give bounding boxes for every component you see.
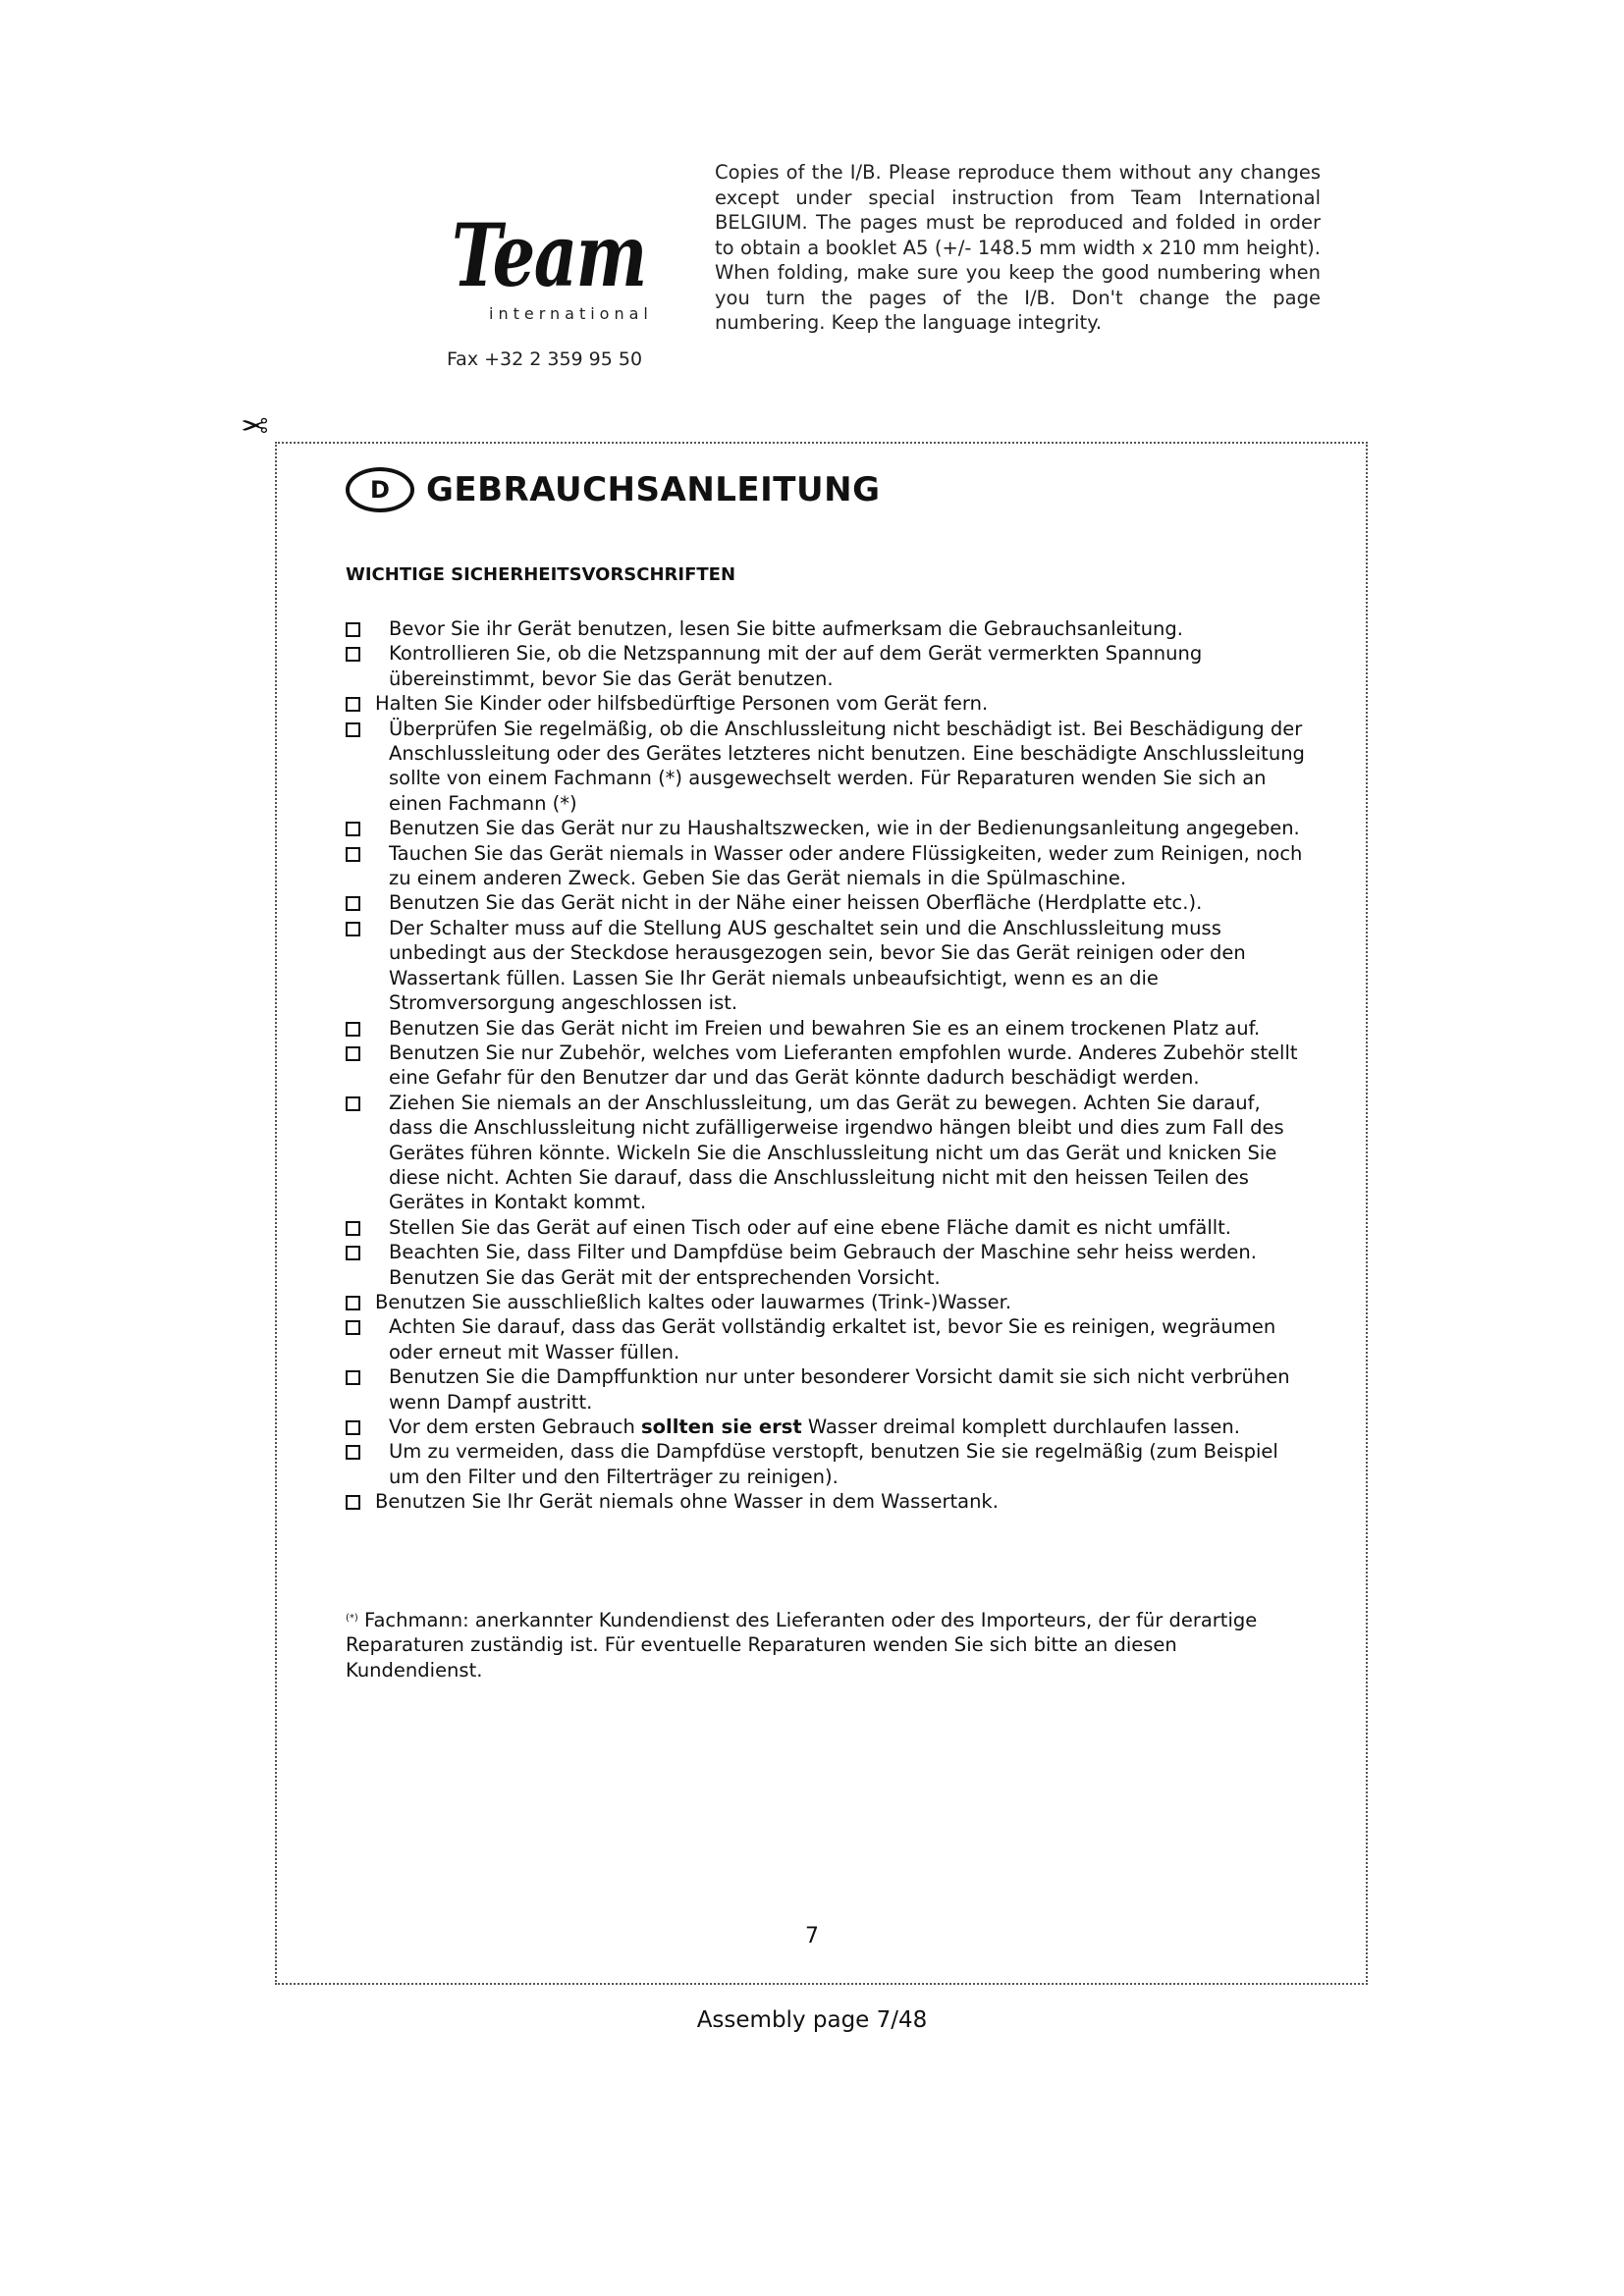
list-item-text: Tauchen Sie das Gerät niemals in Wasser oder andere Flüssigkeiten, weder zum Reinigen, noch zu einem anderen Zweck. Geben Sie das Gerät niemals in die Spülmaschine. xyxy=(389,841,1303,890)
checkbox-icon xyxy=(346,1246,360,1260)
list-item-text: Vor dem ersten Gebrauch xyxy=(389,1415,635,1438)
footnote-text: Fachmann: anerkannter Kundendienst des Lieferanten oder des Importeurs, der für derartige Reparaturen zuständig ist. Für eventuelle Reparaturen wenden Sie sich bitte an diesen Kundendienst. xyxy=(346,1609,1258,1682)
checkbox-icon xyxy=(346,1320,360,1335)
list-item-text: Bevor Sie ihr Gerät benutzen, lesen Sie bitte aufmerksam die Gebrauchsanleitung. xyxy=(389,617,1183,640)
list-item-emphasis: sollten sie erst xyxy=(641,1415,802,1438)
logo-subtitle: international xyxy=(489,304,653,323)
checkbox-icon xyxy=(346,1370,360,1385)
list-item-text: Benutzen Sie ausschließlich kaltes oder lauwarmes (Trink-)Wasser. xyxy=(375,1290,1012,1313)
page-title: GEBRAUCHSANLEITUNG xyxy=(426,470,881,509)
list-item xyxy=(346,816,1308,840)
checkbox-icon xyxy=(346,896,360,911)
fax-number: Fax +32 2 359 95 50 xyxy=(447,348,643,370)
list-item xyxy=(346,1439,1308,1489)
list-item-text: Um zu vermeiden, dass die Dampfdüse verstopft, benutzen Sie sie regelmäßig (zum Beispiel um den Filter und den Filterträger zu reinigen). xyxy=(389,1440,1278,1488)
list-item-text: Kontrollieren Sie, ob die Netzspannung mit der auf dem Gerät vermerkten Spannung übereinstimmt, bevor Sie das Gerät benutzen. xyxy=(389,642,1203,690)
footnote xyxy=(346,1606,1308,1682)
list-item-text: Benutzen Sie das Gerät nicht in der Nähe einer heissen Oberfläche (Herdplatte etc.). xyxy=(389,891,1203,915)
checkbox-icon xyxy=(346,1296,360,1310)
list-item-text: Beachten Sie, dass Filter und Dampfdüse beim Gebrauch der Maschine sehr heiss werden. Benutzen Sie das Gerät mit der entsprechenden Vorsicht. xyxy=(389,1241,1257,1289)
list-item xyxy=(346,1016,1308,1041)
list-item xyxy=(346,1290,1308,1314)
logo-wordmark: Team xyxy=(452,204,646,306)
list-item xyxy=(346,1215,1308,1240)
checkbox-icon xyxy=(346,1495,360,1510)
list-item-text: Benutzen Sie das Gerät nur zu Haushaltszwecken, wie in der Bedienungsanleitung angegeben. xyxy=(389,817,1300,840)
list-item-text: Achten Sie darauf, dass das Gerät vollständig erkaltet ist, bevor Sie es reinigen, wegräumen oder erneut mit Wasser füllen. xyxy=(389,1315,1276,1363)
page-number: 7 xyxy=(805,1924,819,1949)
list-item-text: Benutzen Sie das Gerät nicht im Freien und bewahren Sie es an einem trockenen Platz auf. xyxy=(389,1016,1261,1040)
checkbox-icon xyxy=(346,922,360,936)
list-item-text: Benutzen Sie Ihr Gerät niemals ohne Wasser in dem Wassertank. xyxy=(375,1490,999,1514)
footnote-mark: (*) xyxy=(346,1613,358,1624)
list-item xyxy=(346,841,1308,891)
team-logo xyxy=(432,147,658,334)
checkbox-icon xyxy=(346,1096,360,1111)
list-item-text: Stellen Sie das Gerät auf einen Tisch oder auf eine ebene Fläche damit es nicht umfällt. xyxy=(389,1215,1232,1239)
scissors-icon: ✂ xyxy=(241,404,269,444)
checkbox-icon xyxy=(346,1022,360,1037)
list-item xyxy=(346,641,1308,691)
list-item xyxy=(346,890,1308,915)
safety-list xyxy=(346,616,1308,1515)
list-item-text: Der Schalter muss auf die Stellung AUS geschaltet sein und die Anschlussleitung muss unbedingt aus der Steckdose herausgezogen sein, bevor Sie das Gerät reinigen oder den Wassertank füllen. Lassen Sie Ihr Gerät niemals unbeaufsichtigt, wenn es an die Stromversorgung angeschlossen ist. xyxy=(389,916,1246,1015)
list-item xyxy=(346,1041,1308,1091)
list-item-text: Überprüfen Sie regelmäßig, ob die Anschlussleitung nicht beschädigt ist. Bei Beschädigung der Anschlussleitung oder des Gerätes letzteres nicht benutzen. Eine beschädigte Anschlussleitung sollte von einem Fachmann (*) ausgewechselt werden. Für Reparaturen wenden Sie sich an einen Fachmann (*) xyxy=(389,717,1305,815)
list-item xyxy=(346,1091,1308,1215)
checkbox-icon xyxy=(346,697,360,712)
list-item-text-rest: Wasser dreimal komplett durchlaufen lassen. xyxy=(807,1415,1240,1438)
checkbox-icon xyxy=(346,1221,360,1236)
list-item xyxy=(346,1240,1308,1290)
checkbox-icon xyxy=(346,1445,360,1460)
checkbox-icon xyxy=(346,647,360,662)
list-item xyxy=(346,916,1308,1016)
checkbox-icon xyxy=(346,1046,360,1061)
list-item-text: Benutzen Sie die Dampffunktion nur unter besonderer Vorsicht damit sie sich nicht verbrühen wenn Dampf austritt. xyxy=(389,1365,1290,1414)
assembly-page-label: Assembly page 7/48 xyxy=(696,2007,928,2033)
list-item-text: Halten Sie Kinder oder hilfsbedürftige Personen vom Gerät fern. xyxy=(375,692,989,716)
section-heading: WICHTIGE SICHERHEITSVORSCHRIFTEN xyxy=(346,564,736,585)
list-item xyxy=(346,1314,1308,1364)
language-badge: D xyxy=(346,467,414,512)
list-item xyxy=(346,691,1308,716)
list-item xyxy=(346,1364,1308,1415)
checkbox-icon xyxy=(346,847,360,862)
list-item xyxy=(346,616,1308,641)
list-item-text: Ziehen Sie niemals an der Anschlussleitung, um das Gerät zu bewegen. Achten Sie darauf, dass die Anschlussleitung nicht zufälligerweise irgendwo hängen bleibt und dies zum Fall des Gerätes führen könnte. Wickeln Sie die Anschlussleitung nicht um das Gerät und knicken Sie diese nicht. Achten Sie darauf, dass die Anschlussleitung nicht mit den heissen Teilen des Gerätes in Kontakt kommt. xyxy=(389,1091,1284,1214)
checkbox-icon xyxy=(346,622,360,637)
checkbox-icon xyxy=(346,822,360,836)
reproduction-instructions: Copies of the I/B. Please reproduce them without any changes except under special instruction from Team International BELGIUM. The pages must be reproduced and folded in order to obtain a booklet A5 (+/- 148.5 mm width x 210 mm height). When folding, make sure you keep the good numbering when you turn the pages of the I/B. Don't change the page numbering. Keep the language integrity. xyxy=(715,161,1321,334)
checkbox-icon xyxy=(346,722,360,737)
list-item xyxy=(346,717,1308,817)
checkbox-icon xyxy=(346,1420,360,1435)
list-item xyxy=(346,1489,1308,1514)
list-item xyxy=(346,1415,1308,1439)
list-item-text: Benutzen Sie nur Zubehör, welches vom Lieferanten empfohlen wurde. Anderes Zubehör stellt eine Gefahr für den Benutzer dar und das Gerät könnte dadurch beschädigt werden. xyxy=(389,1041,1298,1090)
